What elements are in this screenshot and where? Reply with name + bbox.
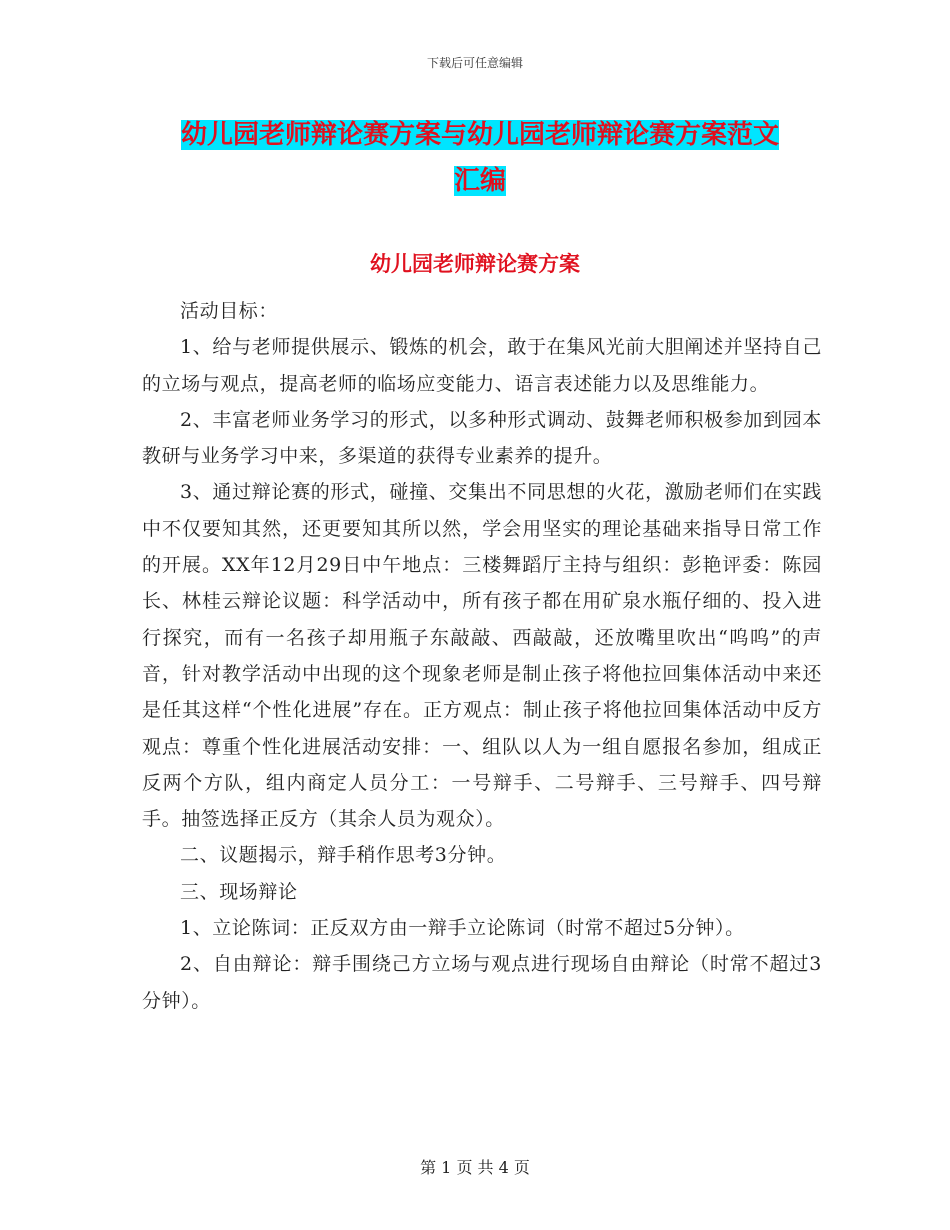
paragraph: 2、自由辩论：辩手围绕己方立场与观点进行现场自由辩论（时常不超过3分钟）。 [142, 953, 822, 1012]
page-footer: 第 1 页 共 4 页 [420, 1158, 530, 1177]
paragraph: 1、给与老师提供展示、锻炼的机会，敢于在集风光前大胆阐述并坚持自己的立场与观点，提高老师的临场应变能力、语言表述能力以及思维能力。 [142, 336, 822, 395]
paragraph: 三、现场辩论 [180, 880, 298, 903]
header-note: 下载后可任意编辑 [426, 56, 523, 70]
paragraph: 1、立论陈词：正反双方由一辩手立论陈词（时常不超过5分钟）。 [180, 917, 745, 940]
paragraph: 3、通过辩论赛的形式，碰撞、交集出不同思想的火花，激励老师们在实践中不仅要知其然，还更要知其所以然，学会用坚实的理论基础来指导日常工作的开展。XX年12月29日中午地点：三楼舞蹈厅主持与组织：彭艳评委：陈园长、林桂云辩论议题：科学活动中，所有孩子都在用矿泉水瓶仔细的、投入进行探究，而有一名孩子却用瓶子东敲敲、西敲敲，还放嘴里吹出“呜呜”的声音，针对教学活动中出现的这个现象老师是制止孩子将他拉回集体活动中来还是任其这样“个性化进展”存在。正方观点：制止孩子将他拉回集体活动中反方观点：尊重个性化进展活动安排：一、组队以人为一组自愿报名参加，组成正反两个方队，组内商定人员分工：一号辩手、二号辩手、三号辩手、四号辩手。抽签选择正反方（其余人员为观众）。 [142, 481, 822, 831]
title-line-1: 幼儿园老师辩论赛方案与幼儿园老师辩论赛方案范文 [180, 120, 779, 150]
paragraph: 2、丰富老师业务学习的形式，以多种形式调动、鼓舞老师积极参加到园本教研与业务学习中来，多渠道的获得专业素养的提升。 [142, 408, 822, 468]
document-title [140, 112, 820, 204]
paragraph: 二、议题揭示，辩手稍作思考3分钟。 [180, 844, 507, 867]
document-body [142, 293, 822, 1019]
title-line-2: 汇编 [453, 166, 506, 196]
section-title: 幼儿园老师辩论赛方案 [370, 251, 580, 276]
paragraph: 活动目标： [180, 300, 279, 322]
